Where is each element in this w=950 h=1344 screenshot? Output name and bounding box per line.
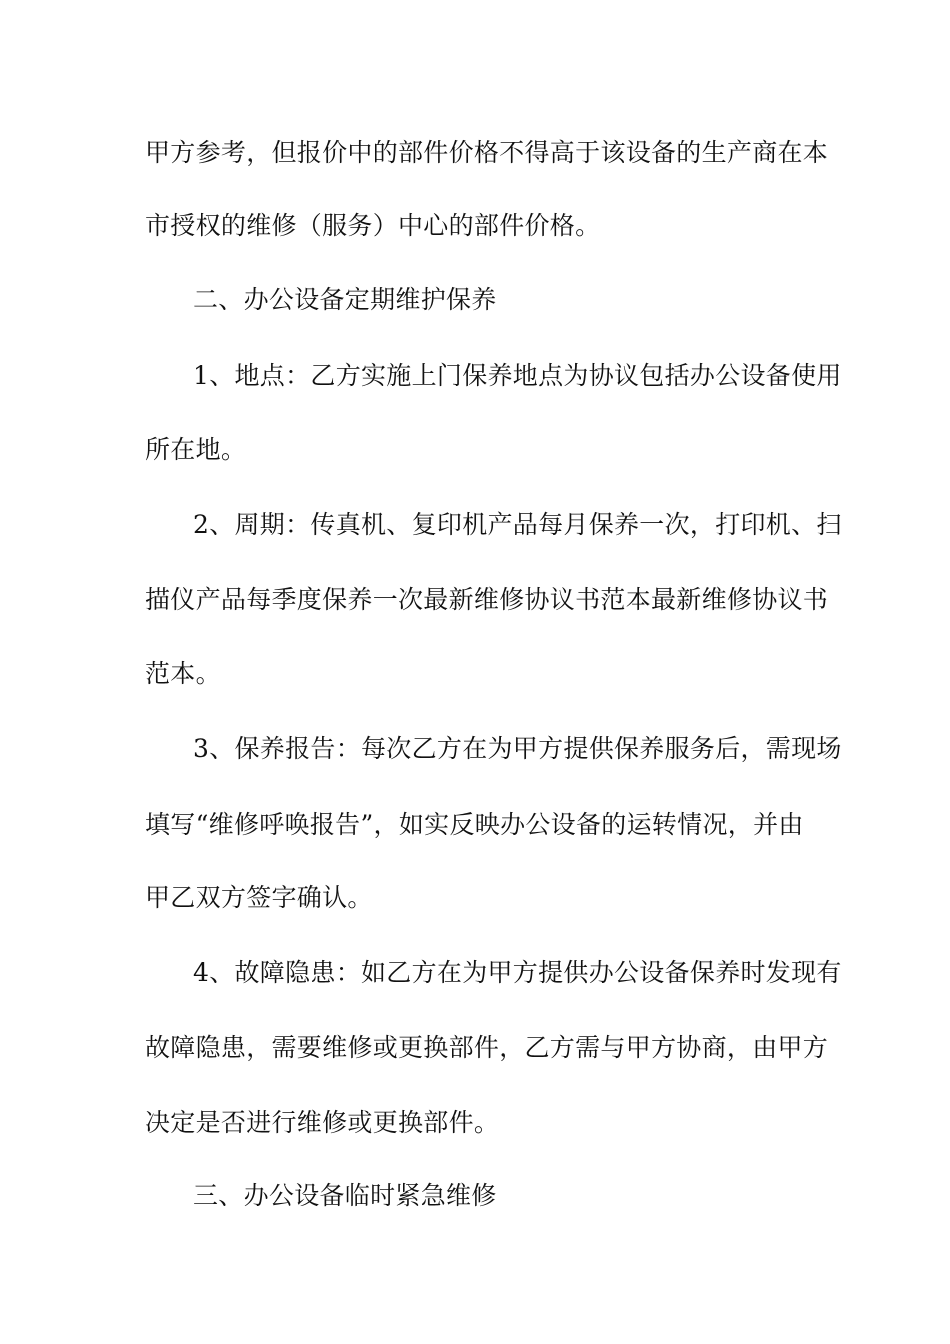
text-line: 甲方参考，但报价中的部件价格不得高于该设备的生产商在本 [145,138,829,167]
section-heading: 三、办公设备临时紧急维修 [193,1181,497,1210]
text-line: 所在地。 [145,435,247,464]
paragraph-start: 2、周期：传真机、复印机产品每月保养一次，打印机、扫 [193,510,842,539]
section-heading: 二、办公设备定期维护保养 [193,285,497,314]
text-line: 填写“维修呼唤报告”，如实反映办公设备的运转情况，并由 [145,810,804,839]
paragraph-start: 1、地点：乙方实施上门保养地点为协议包括办公设备使用 [193,361,842,390]
text-line: 甲乙双方签字确认。 [145,883,373,912]
paragraph-start: 3、保养报告：每次乙方在为甲方提供保养服务后，需现场 [193,734,842,763]
text-line: 范本。 [145,659,221,688]
text-line: 决定是否进行维修或更换部件。 [145,1108,500,1137]
text-line: 故障隐患，需要维修或更换部件，乙方需与甲方协商，由甲方 [145,1033,829,1062]
text-line: 描仪产品每季度保养一次最新维修协议书范本最新维修协议书 [145,585,829,614]
paragraph-start: 4、故障隐患：如乙方在为甲方提供办公设备保养时发现有 [193,958,842,987]
text-line: 市授权的维修（服务）中心的部件价格。 [145,211,601,240]
